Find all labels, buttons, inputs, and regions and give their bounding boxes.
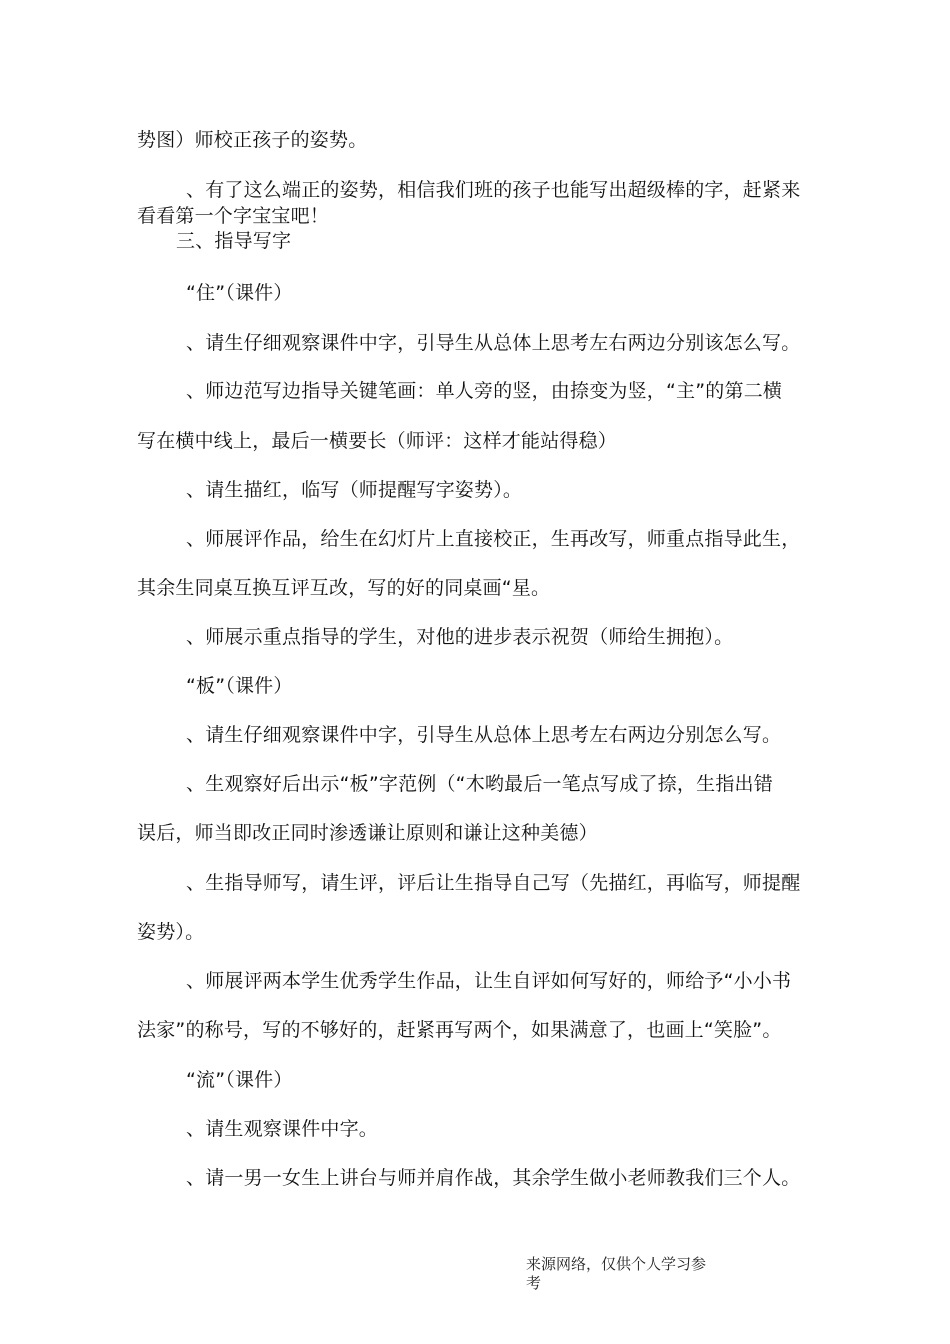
text-line: 法家”的称号，写的不够好的，赶紧再写两个，如果满意了，也画上“笑脸”。 bbox=[137, 1019, 782, 1041]
text-line: 、请生仔细观察课件中字，引导生从总体上思考左右两边分别该怎么写。 bbox=[186, 332, 801, 354]
text-line: “住”（课件） bbox=[186, 282, 293, 304]
text-line: 、生指导师写，请生评，评后让生指导自己写（先描红，再临写，师提醒 bbox=[186, 872, 801, 894]
text-line: 写在横中线上，最后一横要长（师评：这样才能站得稳） bbox=[137, 430, 618, 452]
text-line: 、师展评作品，给生在幻灯片上直接校正，生再改写，师重点指导此生， bbox=[186, 528, 801, 550]
section-heading: 三、指导写字 bbox=[176, 230, 292, 252]
footer-note: 考 bbox=[526, 1274, 542, 1292]
text-line: 姿势）。 bbox=[137, 921, 205, 943]
text-line: 、师边范写边指导关键笔画：单人旁的竖，由捺变为竖，“主”的第二横 bbox=[186, 380, 783, 402]
text-line: “板”（课件） bbox=[186, 675, 293, 697]
text-line: 误后，师当即改正同时渗透谦让原则和谦让这种美德） bbox=[137, 822, 598, 844]
text-line: 看看第一个字宝宝吧！ bbox=[137, 205, 330, 227]
text-line: 、生观察好后出示“板”字范例（“木哟最后一笔点写成了捺，生指出错 bbox=[186, 773, 773, 795]
text-line: 、请生观察课件中字。 bbox=[186, 1118, 379, 1140]
text-line: 其余生同桌互换互评互改，写的好的同桌画“星。 bbox=[137, 577, 551, 599]
text-line: “流”（课件） bbox=[186, 1069, 293, 1091]
text-line: 势图）师校正孩子的姿势。 bbox=[137, 129, 368, 151]
text-line: 、师展评两本学生优秀学生作品，让生自评如何写好的，师给予“小小书 bbox=[186, 970, 792, 992]
footer-note: 来源网络，仅供个人学习参 bbox=[526, 1255, 707, 1273]
text-line: 、有了这么端正的姿势，相信我们班的孩子也能写出超级棒的字，赶紧来 bbox=[186, 179, 801, 201]
text-line: 、请生仔细观察课件中字，引导生从总体上思考左右两边分别怎么写。 bbox=[186, 724, 782, 746]
text-line: 、师展示重点指导的学生，对他的进步表示祝贺（师给生拥抱）。 bbox=[186, 626, 734, 648]
text-line: 、请一男一女生上讲台与师并肩作战，其余学生做小老师教我们三个人。 bbox=[186, 1167, 801, 1189]
text-line: 、请生描红，临写（师提醒写字姿势）。 bbox=[186, 479, 523, 501]
